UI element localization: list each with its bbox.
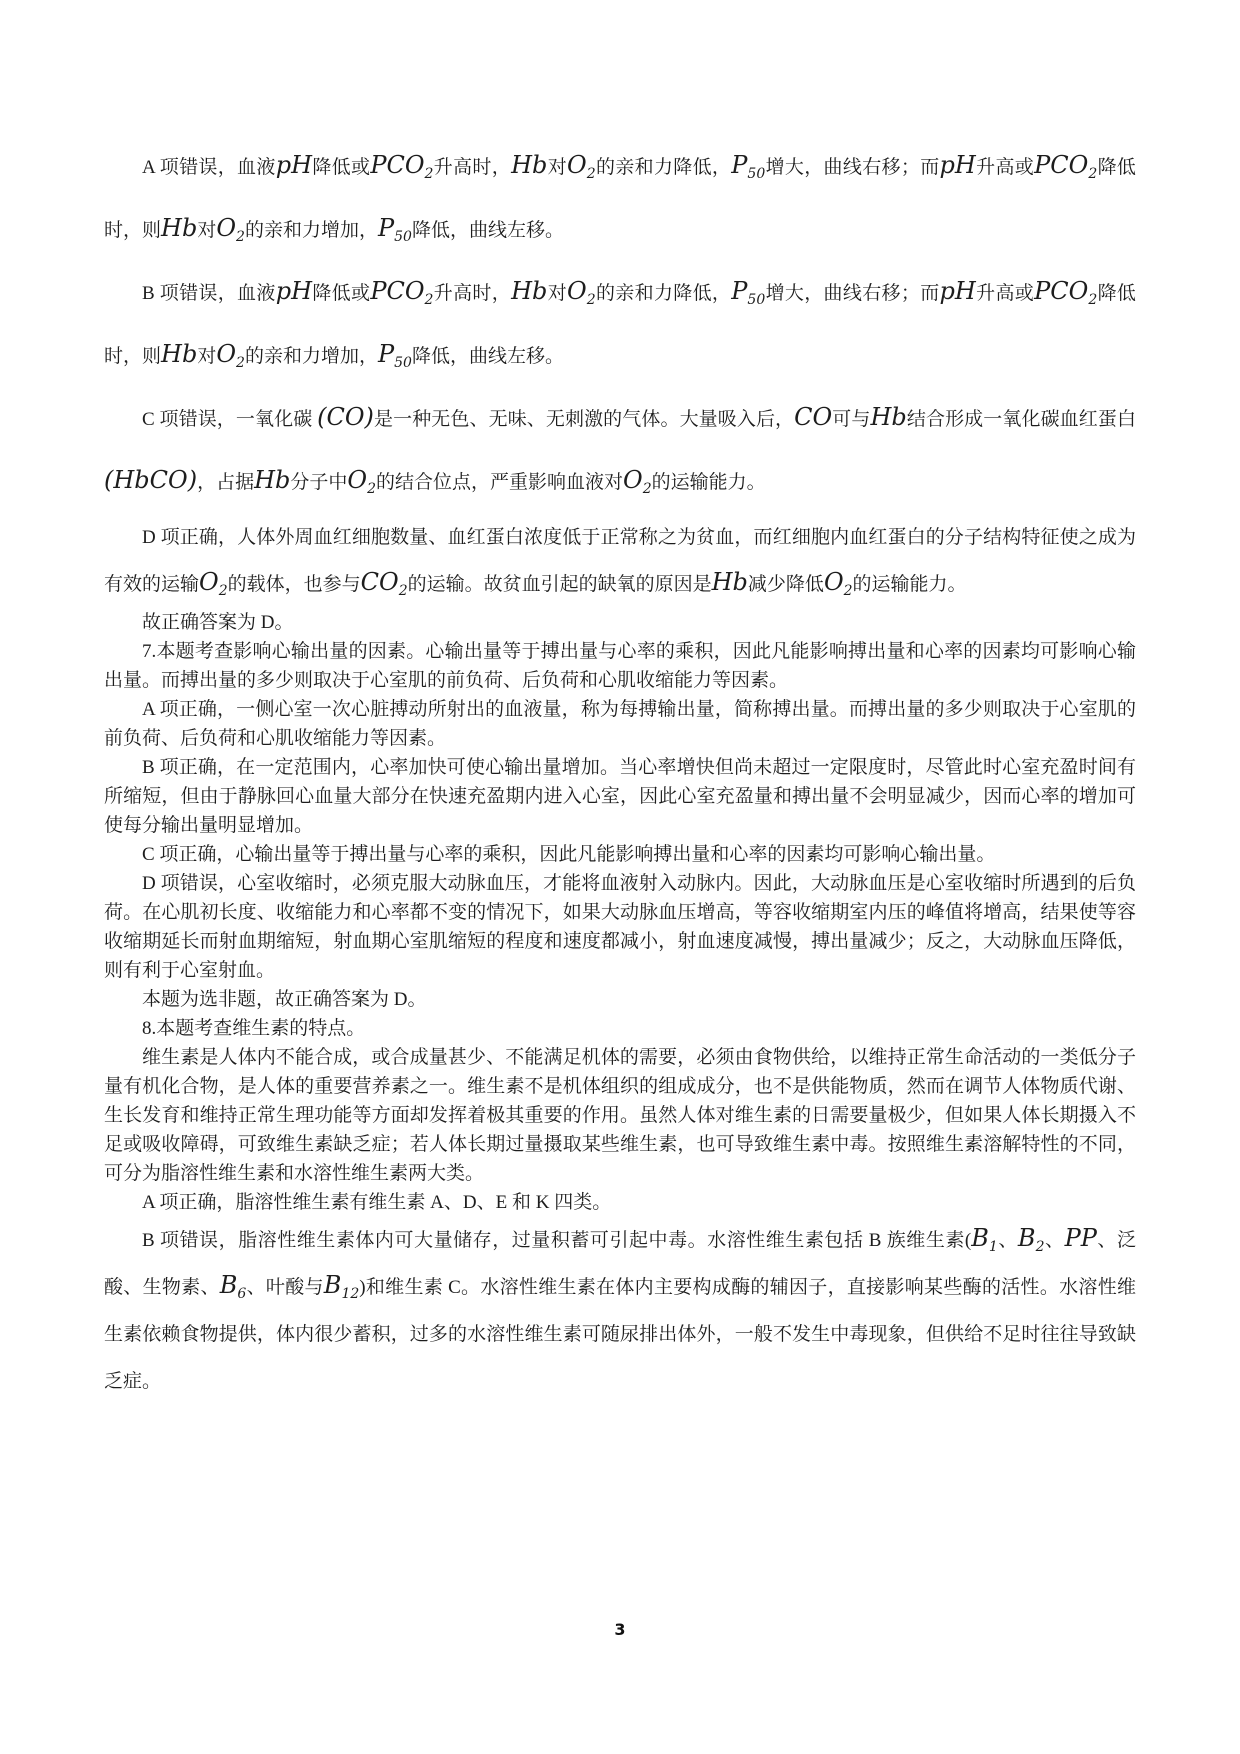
math-formula: $PCO_2$ — [1034, 277, 1098, 308]
math-formula: $O_2$ — [199, 568, 228, 599]
math-formula: $O_2$ — [623, 466, 652, 497]
math-formula: $B_2$ — [1017, 1224, 1045, 1255]
document-body — [104, 136, 1136, 1405]
math-formula: $P_{50}$ — [377, 214, 412, 245]
math-formula: $O_2$ — [567, 277, 596, 308]
page-number: 3 — [614, 1620, 626, 1639]
paragraph: D 项错误，心室收缩时，必须克服大动脉血压，才能将血液射入动脉内。因此，大动脉血压是心室收缩时所遇到的后负荷。在心肌初长度、收缩能力和心率都不变的情况下，如果大动脉血压增高，等容收缩期室内压的峰值将增高，结果使等容收缩期延长而射血期缩短，射血期心室肌缩短的程度和速度都减小，射血速度减慢，搏出量减少；反之，大动脉血压降低，则有利于心室射血。 — [104, 873, 1136, 981]
math-formula: $P_{50}$ — [377, 340, 412, 371]
math-formula: $O_2$ — [567, 151, 596, 182]
paragraph: 7.本题考查影响心输出量的因素。心输出量等于搏出量与心率的乘积，因此凡能影响搏出量和心率的因素均可影响心输出量。而搏出量的多少则取决于心室肌的前负荷、后负荷和心肌收缩能力等因素。 — [104, 641, 1136, 691]
math-formula: PP — [1064, 1224, 1097, 1252]
paragraph: D 项正确，人体外周血红细胞数量、血红蛋白浓度低于正常称之为贫血，而红细胞内血红蛋白的分子结构特征使之成为有效的运输$O_2$的载体，也参与$CO_2$的运输。故贫血引起的缺氧的原因是Hb减少降低$O_2$的运输能力。 — [104, 527, 1136, 599]
math-formula: pH — [275, 277, 313, 305]
math-formula: $PCO_2$ — [370, 277, 434, 308]
paragraph: 8.本题考查维生素的特点。 — [142, 1018, 366, 1039]
math-formula: Hb — [254, 466, 291, 494]
paragraph: 维生素是人体内不能合成，或合成量甚少、不能满足机体的需要，必须由食物供给，以维持正常生命活动的一类低分子量有机化合物，是人体的重要营养素之一。维生素不是机体组织的组成成分，也不是供能物质，然而在调节人体物质代谢、生长发育和维持正常生理功能等方面却发挥着极其重要的作用。虽然人体对维生素的日需要量极少，但如果人体长期摄入不足或吸收障碍，可致维生素缺乏症；若人体长期过量摄取某些维生素，也可导致维生素中毒。按照维生素溶解特性的不同，可分为脂溶性维生素和水溶性维生素两大类。 — [104, 1047, 1136, 1184]
math-formula: Hb — [711, 568, 748, 596]
math-formula: $O_2$ — [216, 340, 245, 371]
math-formula: pH — [939, 277, 976, 305]
math-formula: $PCO_2$ — [370, 151, 434, 182]
math-formula: $P_{50}$ — [731, 277, 766, 308]
paragraph: C 项正确，心输出量等于搏出量与心率的乘积，因此凡能影响搏出量和心率的因素均可影响心输出量。 — [142, 844, 996, 865]
math-formula: (HbCO) — [104, 466, 198, 494]
math-formula: (CO) — [317, 403, 374, 431]
math-formula: $O_2$ — [347, 466, 376, 497]
math-formula: $PCO_2$ — [1034, 151, 1098, 182]
math-formula: Hb — [870, 403, 907, 431]
math-formula: $B_1$ — [971, 1224, 998, 1255]
math-formula: $P_{50}$ — [731, 151, 766, 182]
paragraph: 本题为选非题，故正确答案为 D。 — [142, 989, 427, 1010]
math-formula: Hb — [161, 214, 198, 242]
paragraph: B 项正确，在一定范围内，心率加快可使心输出量增加。当心率增快但尚未超过一定限度时，尽管此时心室充盈时间有所缩短，但由于静脉回心血量大部分在快速充盈期内进入心室，因此心室充盈量和搏出量不会明显减少，因而心率的增加可使每分输出量明显增加。 — [104, 757, 1136, 836]
paragraph: A 项错误，血液pH降低或$PCO_2$升高时，Hb对$O_2$的亲和力降低，$P_{50}$增大，曲线右移；而pH升高或$PCO_2$降低时，则Hb对$O_2$的亲和力增加，$P_{50}$降低，曲线左移。 — [104, 151, 1136, 245]
paragraph: B 项错误，脂溶性维生素体内可大量储存，过量积蓄可引起中毒。水溶性维生素包括 B 族维生素($B_1$、$B_2$、PP、泛酸、生物素、$B_6$、叶酸与$B_{12}$)和维生素 C。水溶性维生素在体内主要构成酶的辅因子，直接影响某些酶的活性。水溶性维生素依赖食物提供，体内很少蓄积，过多的水溶性维生素可随尿排出体外，一般不发生中毒现象，但供给不足时往往导致缺乏症。 — [104, 1224, 1136, 1392]
math-formula: pH — [939, 151, 976, 179]
math-formula: $B_6$ — [219, 1271, 247, 1302]
math-formula: CO — [794, 403, 833, 431]
math-formula: Hb — [511, 151, 548, 179]
paragraph: C 项错误，一氧化碳 (CO)是一种无色、无味、无刺激的气体。大量吸入后，CO可与Hb结合形成一氧化碳血红蛋白 (HbCO)，占据Hb分子中$O_2$的结合位点，严重影响血液对$O_2$的运输能力。 — [104, 403, 1136, 497]
math-formula: Hb — [161, 340, 198, 368]
math-formula: Hb — [511, 277, 548, 305]
math-formula: pH — [275, 151, 313, 179]
paragraph: 故正确答案为 D。 — [142, 612, 294, 633]
math-formula: $B_{12}$ — [323, 1271, 360, 1302]
math-formula: $O_2$ — [216, 214, 245, 245]
math-formula: $O_2$ — [823, 568, 853, 599]
paragraph: A 项正确，脂溶性维生素有维生素 A、D、E 和 K 四类。 — [142, 1192, 612, 1213]
math-formula: $CO_2$ — [360, 568, 408, 599]
paragraph: A 项正确，一侧心室一次心脏搏动所射出的血液量，称为每搏输出量，简称搏出量。而搏出量的多少则取决于心室肌的前负荷、后负荷和心肌收缩能力等因素。 — [104, 699, 1136, 749]
paragraph: B 项错误，血液pH降低或$PCO_2$升高时，Hb对$O_2$的亲和力降低，$P_{50}$增大，曲线右移；而pH升高或$PCO_2$降低时，则Hb对$O_2$的亲和力增加，$P_{50}$降低，曲线左移。 — [104, 277, 1136, 371]
